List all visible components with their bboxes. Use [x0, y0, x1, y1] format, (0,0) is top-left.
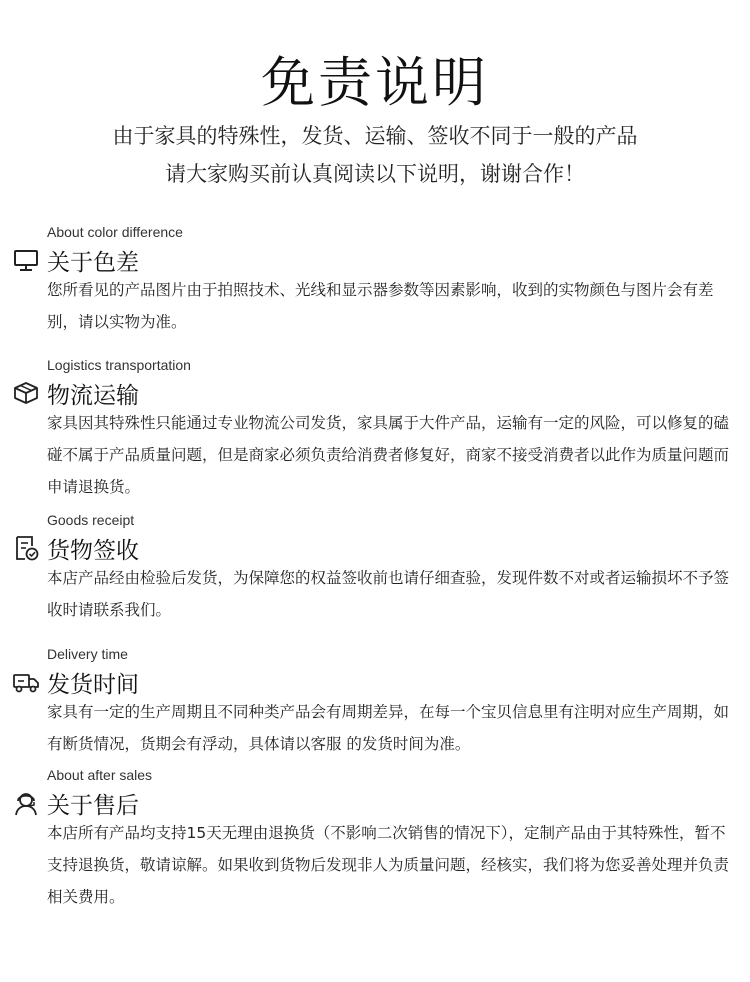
- section-subtitle: Logistics transportation: [47, 357, 191, 373]
- section-heading: 关于售后: [47, 793, 139, 819]
- monitor-icon: [12, 246, 40, 274]
- section-heading: 货物签收: [47, 538, 139, 564]
- receipt-check-icon: [12, 534, 40, 562]
- section-subtitle: Delivery time: [47, 646, 128, 662]
- intro-line-2: 请大家购买前认真阅读以下说明，谢谢合作！: [165, 162, 585, 186]
- box-icon: [12, 379, 40, 407]
- customer-service-icon: [12, 789, 40, 817]
- section-body: 本店产品经由检验后发货，为保障您的权益签收前也请仔细查验，发现件数不对或者运输损坏不予签收时请联系我们。: [47, 569, 730, 619]
- page-title: 免责说明: [261, 51, 489, 114]
- section-subtitle: Goods receipt: [47, 512, 135, 528]
- section-subtitle: About color difference: [47, 224, 183, 240]
- section-heading: 发货时间: [47, 672, 139, 698]
- section-body: 您所看见的产品图片由于拍照技术、光线和显示器参数等因素影响，收到的实物颜色与图片会有差别，请以实物为准。: [47, 281, 714, 331]
- section-body: 本店所有产品均支持15天无理由退换货（不影响二次销售的情况下），定制产品由于其特殊性，暂不支持退换货，敬请谅解。如果收到货物后发现非人为质量问题，经核实，我们将为您妥善处理并负责相关费用。: [47, 824, 730, 906]
- section-body: 家具有一定的生产周期且不同种类产品会有周期差异，在每一个宝贝信息里有注明对应生产周期，如有断货情况，货期会有浮动，具体请以客服 的发货时间为准。: [47, 703, 730, 753]
- section-heading: 关于色差: [47, 250, 139, 276]
- truck-icon: [12, 668, 40, 696]
- section-subtitle: About after sales: [47, 767, 153, 783]
- intro-line-1: 由于家具的特殊性，发货、运输、签收不同于一般的产品: [112, 124, 638, 148]
- section-body: 家具因其特殊性只能通过专业物流公司发货，家具属于大件产品，运输有一定的风险，可以修复的磕碰不属于产品质量问题，但是商家必须负责给消费者修复好，商家不接受消费者以此作为质量问题而申请退换货。: [47, 414, 730, 496]
- section-heading: 物流运输: [47, 383, 139, 409]
